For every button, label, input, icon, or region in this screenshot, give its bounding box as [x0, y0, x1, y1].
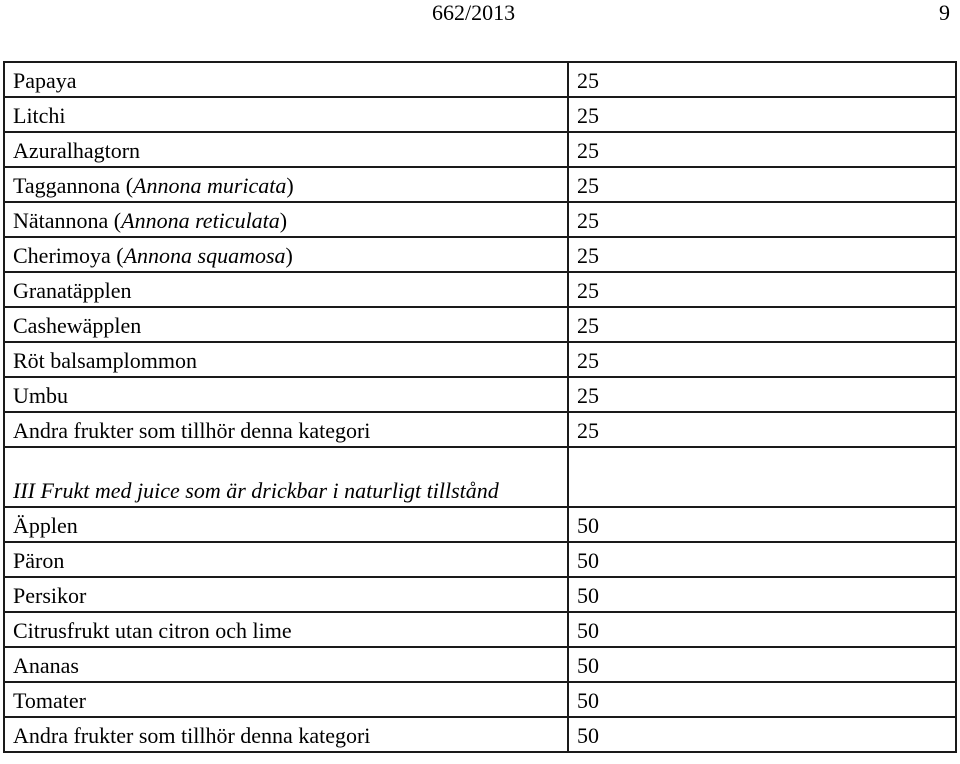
table-row — [4, 577, 956, 612]
table-row — [4, 342, 956, 377]
fruit-name: Nätannona ( — [13, 208, 122, 233]
fruit-name-cell — [4, 167, 568, 202]
fruit-name-cell — [4, 377, 568, 412]
value-cell — [568, 167, 956, 202]
table-row — [4, 507, 956, 542]
value-cell — [568, 237, 956, 272]
closing-paren: ) — [286, 173, 294, 198]
fruit-name-cell — [4, 62, 568, 97]
fruit-value: 50 — [577, 618, 599, 643]
value-cell — [568, 202, 956, 237]
table-row — [4, 97, 956, 132]
fruit-name: Azuralhagtorn — [13, 138, 141, 163]
table-row — [4, 412, 956, 447]
fruit-name-cell — [4, 647, 568, 682]
value-cell — [568, 612, 956, 647]
closing-paren: ) — [285, 243, 293, 268]
fruit-value: 25 — [577, 313, 599, 338]
fruit-value: 50 — [577, 583, 599, 608]
value-cell — [568, 62, 956, 97]
fruit-name: Andra frukter som tillhör denna kategori — [13, 723, 371, 748]
table-row — [4, 647, 956, 682]
table-row — [4, 272, 956, 307]
fruit-name: Röt balsamplommon — [13, 348, 197, 373]
fruit-value: 25 — [577, 138, 599, 163]
value-cell — [568, 377, 956, 412]
fruit-name-cell — [4, 97, 568, 132]
fruit-name: Cherimoya ( — [13, 243, 124, 268]
fruit-value: 25 — [577, 173, 599, 198]
fruit-name: Umbu — [13, 383, 68, 408]
table-row — [4, 237, 956, 272]
page-header — [0, 0, 960, 40]
fruit-name: Litchi — [13, 103, 66, 128]
fruit-value: 50 — [577, 513, 599, 538]
table-row — [4, 682, 956, 717]
fruit-name-cell — [4, 272, 568, 307]
value-cell — [568, 412, 956, 447]
table-row — [4, 202, 956, 237]
fruit-value: 25 — [577, 68, 599, 93]
value-cell — [568, 307, 956, 342]
fruit-name: Citrusfrukt utan citron och lime — [13, 618, 292, 643]
table-row — [4, 307, 956, 342]
table-row — [4, 62, 956, 97]
table-row — [4, 167, 956, 202]
value-cell — [568, 97, 956, 132]
fruit-name: Tomater — [13, 688, 86, 713]
value-cell — [568, 647, 956, 682]
value-cell — [568, 342, 956, 377]
fruit-value: 25 — [577, 103, 599, 128]
value-cell — [568, 542, 956, 577]
fruit-table — [3, 61, 957, 753]
fruit-name: Granatäpplen — [13, 278, 132, 303]
fruit-name-cell — [4, 682, 568, 717]
scientific-name: Annona muricata — [133, 173, 287, 198]
fruit-name-cell — [4, 342, 568, 377]
scientific-name: Annona squamosa — [123, 243, 286, 268]
fruit-value: 25 — [577, 383, 599, 408]
value-cell — [568, 272, 956, 307]
fruit-name-cell — [4, 612, 568, 647]
closing-paren: ) — [279, 208, 288, 233]
fruit-name-cell — [4, 237, 568, 272]
value-cell — [568, 132, 956, 167]
fruit-name-cell — [4, 132, 568, 167]
fruit-value: 50 — [577, 548, 599, 573]
fruit-name-cell — [4, 202, 568, 237]
fruit-name: Äpplen — [13, 513, 78, 538]
value-cell — [568, 447, 956, 507]
value-cell — [568, 682, 956, 717]
fruit-value: 25 — [577, 243, 599, 268]
value-cell — [568, 507, 956, 542]
fruit-name: Papaya — [13, 68, 77, 93]
fruit-value: 25 — [577, 348, 599, 373]
fruit-name: Andra frukter som tillhör denna kategori — [13, 418, 371, 443]
fruit-name-cell — [4, 507, 568, 542]
fruit-name: Ananas — [13, 653, 79, 678]
fruit-value: 25 — [577, 208, 599, 233]
fruit-value: 25 — [577, 418, 599, 443]
fruit-value: 50 — [577, 723, 599, 748]
value-cell — [568, 717, 956, 752]
fruit-value: 50 — [577, 688, 599, 713]
fruit-name-cell — [4, 307, 568, 342]
fruit-value: 50 — [577, 653, 599, 678]
fruit-name-cell — [4, 412, 568, 447]
fruit-name: Persikor — [13, 583, 87, 608]
value-cell — [568, 577, 956, 612]
fruit-value: 25 — [577, 278, 599, 303]
table-row — [4, 377, 956, 412]
fruit-name: Päron — [13, 548, 65, 573]
fruit-name-cell — [4, 542, 568, 577]
fruit-name-cell — [4, 577, 568, 612]
table-row — [4, 612, 956, 647]
page-number: 9 — [939, 0, 950, 25]
table-row — [4, 542, 956, 577]
category-heading-cell — [4, 447, 568, 507]
table-row — [4, 717, 956, 752]
scientific-name: Annona reticulata — [121, 208, 280, 233]
fruit-name-cell — [4, 717, 568, 752]
table-row — [4, 132, 956, 167]
category-heading: III Frukt med juice som är drickbar i naturligt tillstånd — [13, 478, 499, 503]
fruit-name: Taggannona ( — [13, 173, 134, 198]
document-reference: 662/2013 — [432, 0, 516, 25]
category-heading-row — [4, 447, 956, 507]
fruit-name: Cashewäpplen — [13, 313, 142, 338]
